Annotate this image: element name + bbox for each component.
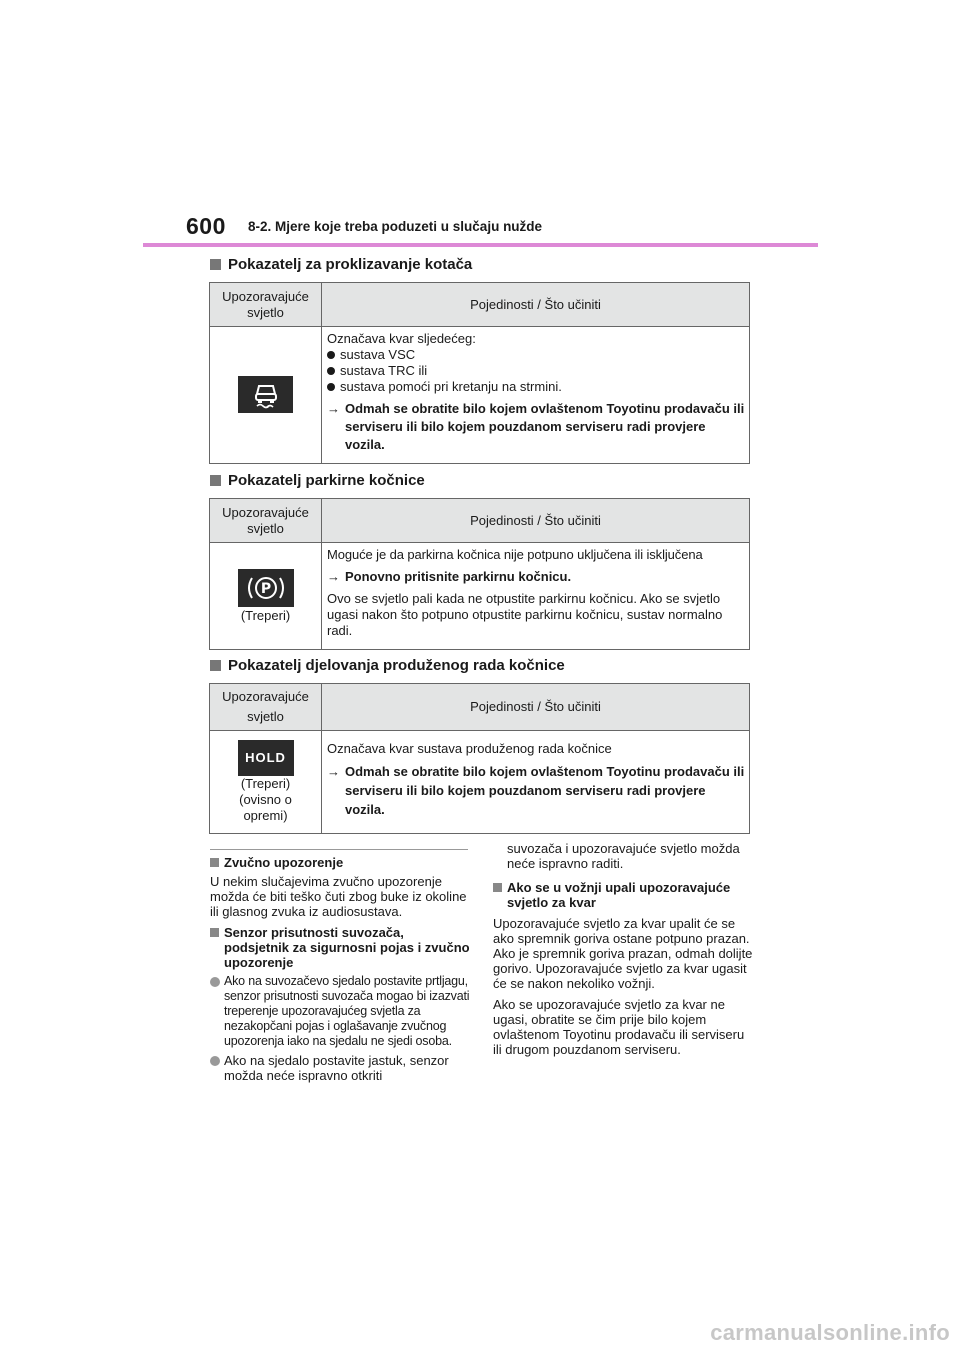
arrow-icon: → bbox=[327, 569, 340, 584]
col-header-light: Upozoravajuće svjetlo bbox=[210, 684, 322, 731]
svg-text:P: P bbox=[260, 580, 271, 597]
icon-caption-equipment: (ovisno o opremi) bbox=[239, 792, 292, 823]
section-square-icon bbox=[210, 660, 221, 671]
list-item: sustava pomoći pri kretanju na strmini. bbox=[327, 379, 747, 395]
desc-intro: Moguće je da parkirna kočnica nije potpuno uključena ili isključena bbox=[327, 547, 703, 562]
section-square-icon bbox=[210, 475, 221, 486]
bullet-icon bbox=[210, 977, 220, 987]
list-item: sustava VSC bbox=[327, 347, 747, 363]
bullet-icon bbox=[327, 383, 335, 391]
watermark: carmanualsonline.info bbox=[710, 1320, 950, 1345]
note-heading-malfunction: Ako se u vožnji upali upozoravajuće svjetlo za kvar bbox=[493, 880, 755, 910]
action-text: → Odmah se obratite bilo kojem ovlaštenom Toyotinu prodavaču ili serviseru ili bilo kojem pouzdanom serviseru radi provjere vozila. bbox=[327, 764, 745, 817]
square-icon bbox=[493, 883, 502, 892]
parking-brake-icon bbox=[238, 569, 294, 607]
action-text: → Odmah se obratite bilo kojem ovlaštenom Toyotinu prodavaču ili serviseru ili bilo kojem pouzdanom serviseru radi provjere vozila. bbox=[327, 401, 745, 452]
notes-right-column bbox=[493, 841, 755, 1057]
page-number: 600 bbox=[186, 213, 226, 239]
icon-caption: (Treperi) bbox=[240, 776, 291, 791]
warning-table-parking bbox=[209, 498, 750, 650]
brake-hold-icon: HOLD bbox=[238, 740, 294, 776]
note-paragraph: Upozoravajuće svjetlo za kvar upalit će se ako spremnik goriva ostane potpuno prazan. Ako je spremnik goriva prazan, odmah dolijte gorivo. Upozoravajuće svjetlo za kvar ugasit će se nakon nekoliko vožnji. bbox=[493, 916, 753, 991]
square-icon bbox=[210, 858, 219, 867]
arrow-icon: → bbox=[327, 401, 340, 416]
slip-indicator-icon bbox=[238, 376, 293, 413]
list-item: Ako na sjedalo postavite jastuk, senzor možda neće ispravno otkriti bbox=[210, 1053, 472, 1083]
desc-intro: Označava kvar sljedećeg: bbox=[327, 331, 476, 346]
section-heading-hold: Pokazatelj djelovanja produženog rada kočnice bbox=[210, 657, 565, 674]
col-header-details: Pojedinosti / Što učiniti bbox=[322, 283, 750, 327]
list-item: sustava TRC ili bbox=[327, 363, 747, 379]
note-paragraph: U nekim slučajevima zvučno upozorenje možda će biti teško čuti zbog buke iz okoline ili glasnog zvuka iz audiosustava. bbox=[210, 874, 467, 919]
list-item: Ako na suvozačevo sjedalo postavite prtljagu, senzor prisutnosti suvozača mogao bi izazvati treperenje upozoravajućeg svjetla za nezakopčani pojas i oglašavanje zvučnog upozorenja iako na sjedalu ne sjedi osoba. bbox=[210, 974, 472, 1049]
note-continuation: suvozača i upozoravajuće svjetlo možda neće ispravno raditi. bbox=[507, 841, 740, 871]
action-text: → Ponovno pritisnite parkirnu kočnicu. bbox=[327, 569, 572, 584]
note-heading-sensor: Senzor prisutnosti suvozača, podsjetnik za sigurnosni pojas i zvučno upozorenje bbox=[210, 925, 472, 970]
bullet-icon bbox=[210, 1056, 220, 1066]
warning-table-slip bbox=[209, 282, 750, 464]
col-header-details: Pojedinosti / Što učiniti bbox=[322, 499, 750, 543]
section-square-icon bbox=[210, 259, 221, 270]
section-heading-slip: Pokazatelj za proklizavanje kotača bbox=[210, 256, 472, 273]
col-header-details: Pojedinosti / Što učiniti bbox=[322, 684, 750, 731]
desc-note: Ovo se svjetlo pali kada ne otpustite parkirnu kočnicu. Ako se svjetlo ugasi nakon što potpuno otpustite parkirnu kočnicu, sustav normalno radi. bbox=[327, 591, 723, 638]
bullet-icon bbox=[327, 367, 335, 375]
bullet-icon bbox=[327, 351, 335, 359]
col-header-light: Upozoravajuće svjetlo bbox=[210, 283, 322, 327]
warning-table-hold bbox=[209, 683, 750, 834]
note-heading-sound: Zvučno upozorenje bbox=[210, 855, 472, 870]
square-icon bbox=[210, 928, 219, 937]
header-rule bbox=[143, 243, 818, 247]
chapter-title: 8-2. Mjere koje treba poduzeti u slučaju nužde bbox=[248, 219, 543, 234]
arrow-icon: → bbox=[327, 764, 340, 779]
notes-divider bbox=[210, 849, 468, 850]
note-paragraph: Ako se upozoravajuće svjetlo za kvar ne ugasi, obratite se čim prije bilo kojem ovlaštenom Toyotinu prodavaču ili serviseru ili drugom pouzdanom serviseru. bbox=[493, 997, 745, 1057]
desc-intro: Označava kvar sustava produženog rada kočnice bbox=[327, 741, 612, 756]
icon-caption: (Treperi) bbox=[240, 607, 291, 623]
col-header-light: Upozoravajuće svjetlo bbox=[210, 499, 322, 543]
section-heading-parking: Pokazatelj parkirne kočnice bbox=[210, 472, 425, 489]
notes-left-column bbox=[210, 853, 472, 1083]
